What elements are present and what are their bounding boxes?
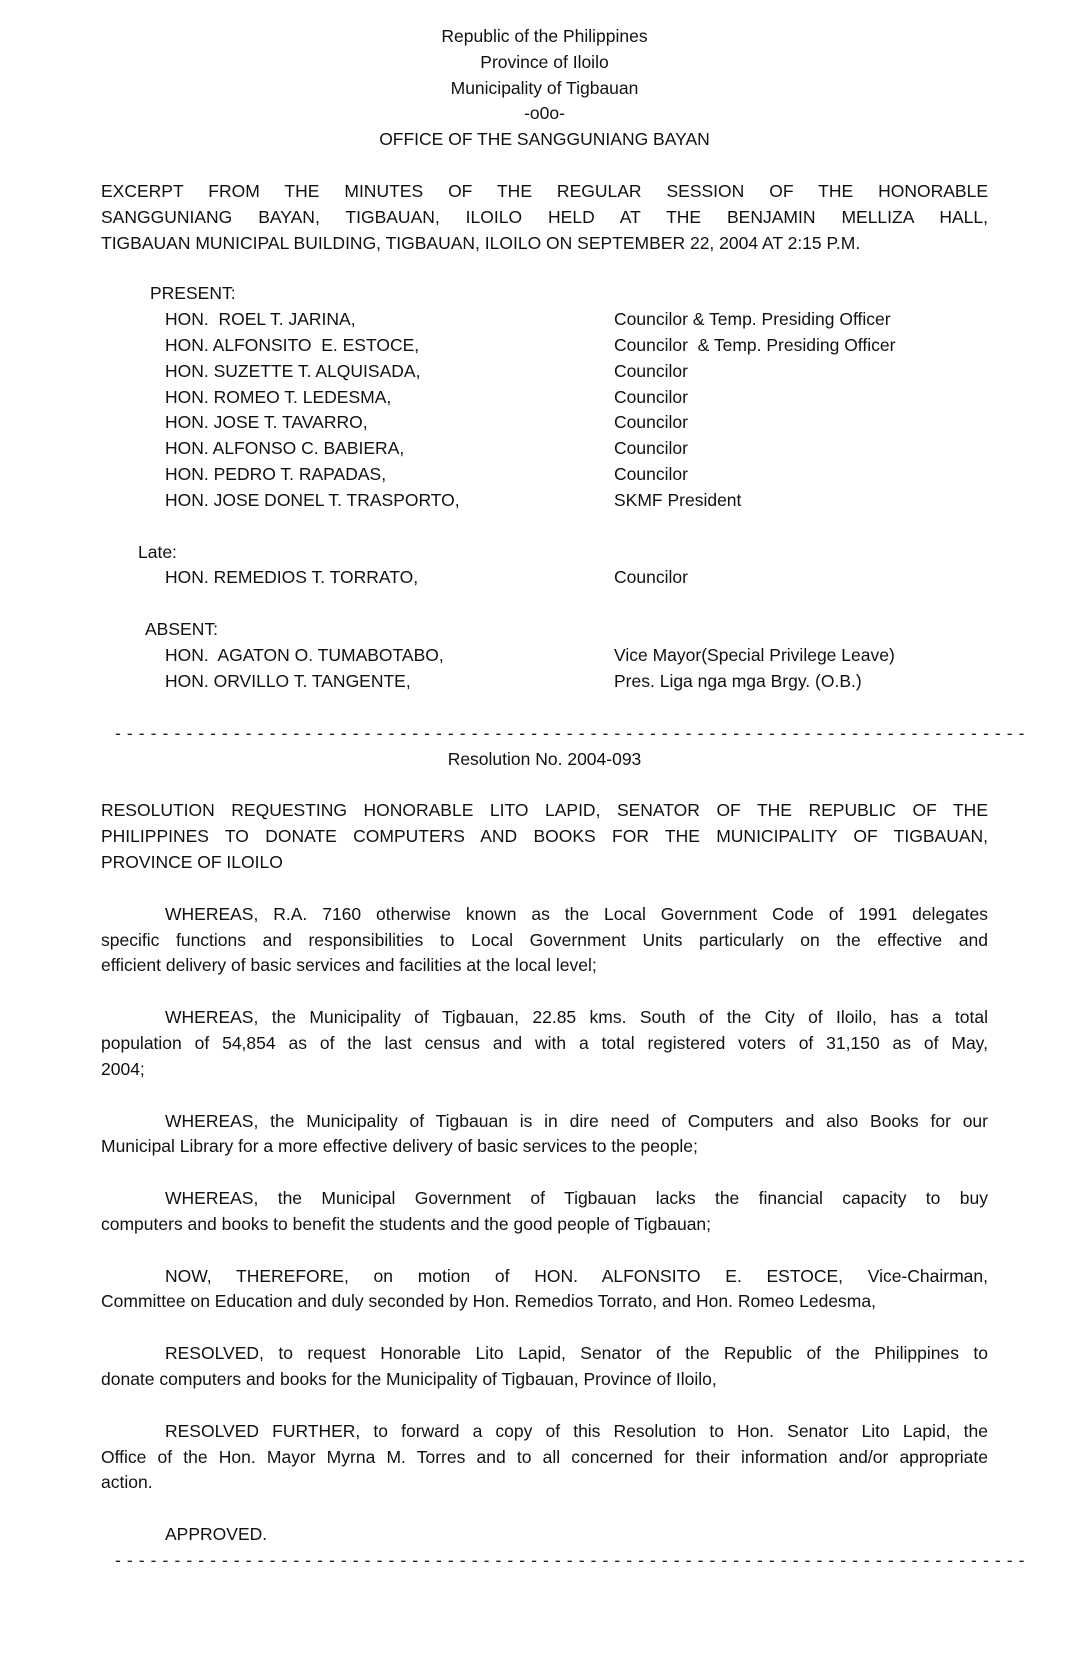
paragraph-line: computers and books to benefit the students and the good people of Tigbauan; [101, 1213, 712, 1234]
attendee-role: SKMF President [614, 489, 742, 510]
paragraph-line: Committee on Education and duly seconded by Hon. Remedios Torrato, and Hon. Romeo Ledesma, [101, 1291, 876, 1312]
attendee-name: HON. ROEL T. JARINA, [165, 309, 356, 330]
attendee-name: HON. ROMEO T. LEDESMA, [165, 386, 392, 407]
attendee-role: Councilor [614, 360, 688, 381]
attendee-name: HON. ALFONSITO E. ESTOCE, [165, 334, 420, 355]
late-attendee-row [101, 565, 988, 591]
title-line: PROVINCE OF ILOILO [101, 851, 283, 872]
attendee-row [101, 462, 988, 488]
paragraph-line: WHEREAS, R.A. 7160 otherwise known as the Local Government Code of 1991 delegates [165, 903, 988, 924]
attendee-role: Councilor [614, 567, 688, 588]
paragraph-line: 2004; [101, 1058, 145, 1079]
paragraph-line: NOW, THEREFORE, on motion of HON. ALFONSITO E. ESTOCE, Vice-Chairman, [165, 1265, 988, 1286]
header-province: Province of Iloilo [480, 51, 609, 72]
resolved-further-paragraph [101, 1419, 988, 1496]
attendee-row [101, 333, 988, 359]
header-republic: Republic of the Philippines [441, 26, 648, 46]
attendee-name: HON. SUZETTE T. ALQUISADA, [165, 360, 421, 381]
whereas-paragraph-4 [101, 1186, 988, 1238]
attendee-row [101, 385, 988, 411]
attendance-section [101, 281, 988, 694]
paragraph-line: Office of the Hon. Mayor Myrna M. Torres and to all concerned for their information and/or appropriate [101, 1446, 988, 1467]
paragraph-line: specific functions and responsibilities to Local Government Units particularly on the effective and [101, 929, 988, 950]
whereas-paragraph-2 [101, 1005, 988, 1082]
attendee-row [101, 436, 988, 462]
attendee-role: Councilor & Temp. Presiding Officer [614, 309, 891, 330]
paragraph-line: WHEREAS, the Municipality of Tigbauan is in dire need of Computers and also Books for our [165, 1110, 988, 1131]
excerpt-heading [101, 179, 988, 256]
attendee-name: HON. PEDRO T. RAPADAS, [165, 463, 387, 484]
now-therefore-paragraph [101, 1264, 988, 1316]
paragraph-line: RESOLVED, to request Honorable Lito Lapid, Senator of the Republic of the Philippines to [165, 1343, 988, 1364]
header-municipality: Municipality of Tigbauan [450, 77, 639, 98]
paragraph-line: population of 54,854 as of the last census and with a total registered voters of 31,150 as of May, [101, 1032, 988, 1053]
header-office: OFFICE OF THE SANGGUNIANG BAYAN [379, 129, 710, 150]
attendee-row [101, 410, 988, 436]
title-line: PHILIPPINES TO DONATE COMPUTERS AND BOOKS FOR THE MUNICIPALITY OF TIGBAUAN, [101, 826, 988, 847]
absentee-role: Pres. Liga nga mga Brgy. (O.B.) [614, 670, 862, 691]
separator-line: - - - - - - - - - - - - - - - - - - - - - - - - - - - - - - - - - - - - - - - - - - - - - - - - - - - - - - - - - - - - - - - - - - - - - - - - - - - - - [115, 722, 1026, 743]
attendee-role: Councilor [614, 438, 688, 459]
whereas-paragraph-3 [101, 1109, 988, 1161]
absentee-name: HON. ORVILLO T. TANGENTE, [165, 670, 411, 691]
document-page [101, 24, 1026, 1574]
attendee-role: Councilor [614, 463, 688, 484]
attendee-row [101, 488, 988, 514]
paragraph-line: WHEREAS, the Municipality of Tigbauan, 22.85 kms. South of the City of Iloilo, has a total [165, 1007, 988, 1028]
title-line: RESOLUTION REQUESTING HONORABLE LITO LAPID, SENATOR OF THE REPUBLIC OF THE [101, 800, 988, 821]
resolution-title [101, 798, 988, 875]
excerpt-line: EXCERPT FROM THE MINUTES OF THE REGULAR SESSION OF THE HONORABLE [101, 180, 988, 201]
separator-line-bottom: - - - - - - - - - - - - - - - - - - - - - - - - - - - - - - - - - - - - - - - - - - - - - - - - - - - - - - - - - - - - - - - - - - - - - - - - - - - - - [115, 1550, 1026, 1571]
approved-text: APPROVED. [165, 1524, 268, 1545]
attendee-role: Councilor & Temp. Presiding Officer [614, 334, 896, 355]
excerpt-line: TIGBAUAN MUNICIPAL BUILDING, TIGBAUAN, ILOILO ON SEPTEMBER 22, 2004 AT 2:15 P.M. [101, 232, 861, 253]
paragraph-line: action. [101, 1472, 153, 1493]
attendee-name: HON. JOSE T. TAVARRO, [165, 412, 368, 433]
resolution-number: Resolution No. 2004-093 [447, 748, 642, 769]
attendee-name: HON. JOSE DONEL T. TRASPORTO, [165, 489, 460, 510]
paragraph-line: donate computers and books for the Municipality of Tigbauan, Province of Iloilo, [101, 1369, 717, 1390]
absentee-role: Vice Mayor(Special Privilege Leave) [614, 644, 895, 665]
paragraph-line: WHEREAS, the Municipal Government of Tigbauan lacks the financial capacity to buy [165, 1188, 988, 1209]
header-ornament: -o0o- [524, 103, 565, 124]
absentee-name: HON. AGATON O. TUMABOTABO, [165, 644, 444, 665]
attendee-row [101, 307, 988, 333]
attendee-name: HON. ALFONSO C. BABIERA, [165, 438, 405, 459]
absent-row [101, 643, 988, 669]
whereas-paragraph-1 [101, 902, 988, 979]
present-label: PRESENT: [150, 283, 236, 304]
paragraph-line: Municipal Library for a more effective delivery of basic services to the people; [101, 1136, 698, 1157]
excerpt-line: SANGGUNIANG BAYAN, TIGBAUAN, ILOILO HELD AT THE BENJAMIN MELLIZA HALL, [101, 206, 988, 227]
absent-row [101, 669, 988, 695]
document-header [101, 24, 988, 153]
paragraph-line: RESOLVED FURTHER, to forward a copy of this Resolution to Hon. Senator Lito Lapid, the [165, 1420, 988, 1441]
late-label: Late: [138, 541, 177, 562]
paragraph-line: efficient delivery of basic services and facilities at the local level; [101, 955, 597, 976]
attendee-name: HON. REMEDIOS T. TORRATO, [165, 567, 419, 588]
absent-label: ABSENT: [145, 619, 218, 640]
attendee-role: Councilor [614, 386, 688, 407]
resolved-paragraph [101, 1341, 988, 1393]
attendee-role: Councilor [614, 412, 688, 433]
attendee-row [101, 359, 988, 385]
